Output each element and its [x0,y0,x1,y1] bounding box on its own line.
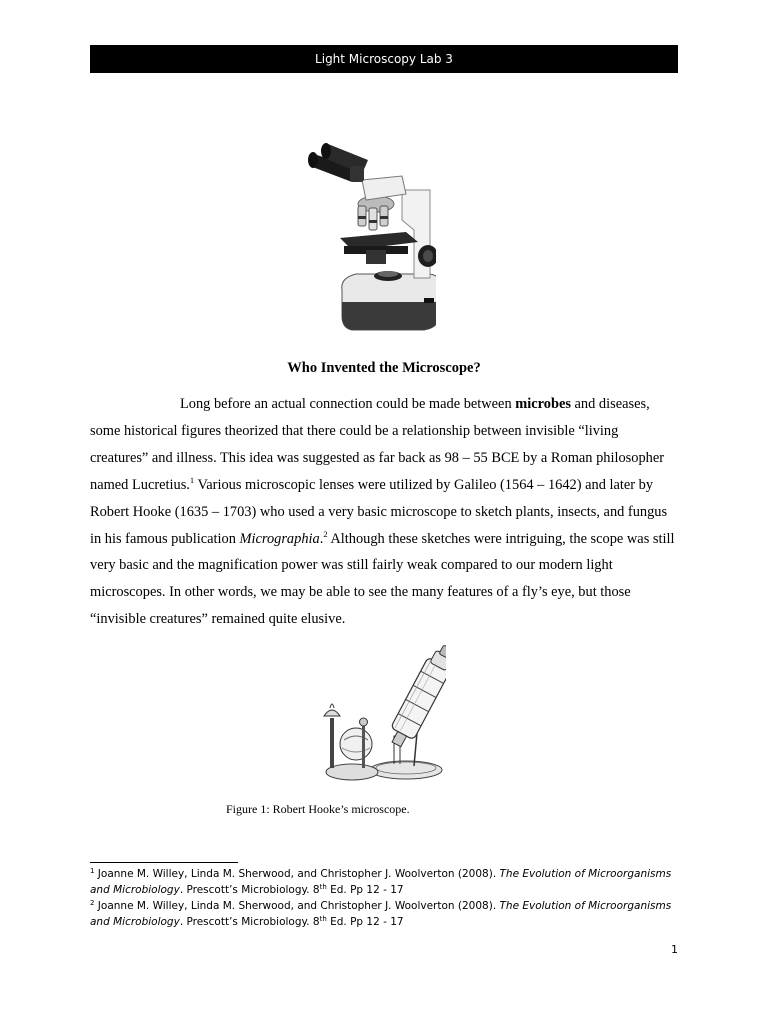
hooke-microscope-image [322,644,446,786]
microbes-bold: microbes [515,396,571,412]
header-bar [90,45,678,73]
header-title: Light Microscopy Lab 3 [315,52,453,66]
footnotes [90,866,678,930]
footnote-publisher: . Prescott’s Microbiology. 8 [179,916,320,928]
body-text-4: . [319,530,324,547]
footnote-pages: Ed. Pp 12 - 17 [326,884,404,896]
footnote-book-title: The Evolution of Microorganisms and Microbiology [90,900,672,928]
footnote-number: 2 [90,899,95,907]
modern-microscope-image [306,138,436,336]
body-text-2: and diseases, some historical figures theorized that there could be a relationship between invisible “living creatures” and illness. This idea was suggested as far back as 98 – 55 BCE by a Roman philosopher named Lucretius. [90,396,665,493]
footnote-book-title: The Evolution of Microorganisms and Microbiology [90,868,672,896]
page-number: 1 [671,943,678,956]
footnote-authors: Joanne M. Willey, Linda M. Sherwood, and Christopher J. Woolverton (2008). [94,868,500,880]
footnote-publisher: . Prescott’s Microbiology. 8 [179,884,320,896]
page-title: Who Invented the Microscope? [287,360,481,376]
body-text-3: Various microscopic lenses were utilized by Galileo (1564 – 1642) and later by Robert Hooke (1635 – 1703) who used a very basic microscope to sketch plants, insects, and fungus in his famous publication [90,476,668,547]
body-text-1: Long before an actual connection could be made between [180,396,516,412]
footnote-authors: Joanne M. Willey, Linda M. Sherwood, and Christopher J. Woolverton (2008). [94,900,500,912]
footnote-ordinal: th [319,883,327,891]
figure-caption: Figure 1: Robert Hooke’s microscope. [226,802,410,816]
footnote-ref-2[interactable]: 2 [323,528,328,539]
footnote-ordinal: th [319,915,327,923]
footnote-number: 1 [90,867,95,875]
footnote-ref-1[interactable]: 1 [189,474,195,485]
footnote-1 [90,866,678,898]
footnote-pages: Ed. Pp 12 - 17 [326,916,404,928]
micrographia-italic: Micrographia [239,530,320,547]
body-paragraph [90,391,678,633]
body-text-5: Although these sketches were intriguing, the scope was still very basic and the magnification power was still fairly weak compared to our modern light microscopes. In other words, we may be able to see the many features of a fly’s eye, but those “invisible creatures” remained quite elusive. [90,530,675,628]
footnote-divider [90,862,238,863]
footnote-2 [90,898,678,930]
